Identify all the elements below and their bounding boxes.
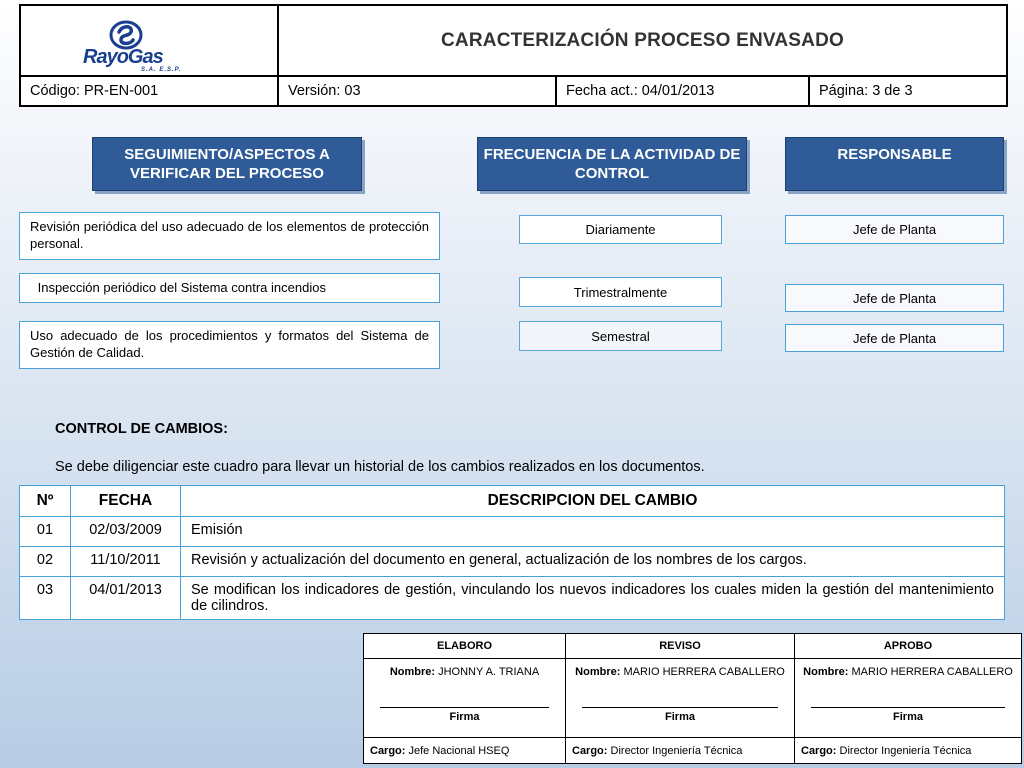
change-date: 04/01/2013 [71, 577, 181, 620]
pagina-cell: Página: 3 de 3 [819, 83, 913, 99]
document-header [19, 4, 1008, 107]
changes-col-descripcion: DESCRIPCION DEL CAMBIO [181, 486, 1005, 517]
frecuencia-row-1: Diariamente [519, 215, 722, 244]
change-num: 01 [20, 517, 71, 547]
control-cambios-description: Se debe diligenciar este cuadro para llevar un historial de los cambios realizados en los documentos. [55, 459, 705, 475]
change-description: Revisión y actualización del documento en general, actualización de los nombres de los cargos. [181, 547, 1005, 577]
signature-line [582, 707, 778, 708]
change-description: Se modifican los indicadores de gestión, vinculando los nuevos indicadores los cuales miden la gestión del mantenimiento de cilindros. [181, 577, 1005, 620]
change-num: 03 [20, 577, 71, 620]
frecuencia-header: FRECUENCIA DE LA ACTIVIDAD DE CONTROL [477, 137, 747, 191]
signature-line [380, 707, 549, 708]
title-cell [279, 6, 1006, 77]
reviso-cargo-cell [566, 738, 795, 764]
elaboro-cargo: Jefe Nacional HSEQ [405, 744, 510, 757]
approval-cargo-row [364, 738, 1022, 764]
cargo-label: Cargo: [572, 744, 608, 757]
firma-label: Firma [449, 711, 480, 723]
aprobo-cargo: Director Ingeniería Técnica [839, 744, 972, 757]
frecuencia-row-3: Semestral [519, 321, 722, 351]
page-title: CARACTERIZACIÓN PROCESO ENVASADO [441, 29, 844, 51]
elaboro-name-cell [364, 659, 566, 738]
change-num: 02 [20, 547, 71, 577]
aspecto-row-1: Revisión periódica del uso adecuado de los elementos de protección personal. [19, 212, 440, 260]
responsable-header: RESPONSABLE [785, 137, 1004, 191]
reviso-header: REVISO [566, 634, 795, 659]
changes-table [19, 485, 1005, 620]
change-description: Emisión [181, 517, 1005, 547]
rayogas-logo [83, 20, 183, 72]
codigo-cell: Código: PR-EN-001 [21, 77, 279, 105]
changes-col-fecha: FECHA [71, 486, 181, 517]
logo-subtitle: S.A. E.S.P. [141, 67, 182, 73]
aprobo-name-cell [795, 659, 1022, 738]
responsable-row-2: Jefe de Planta [785, 284, 1004, 312]
elaboro-header: ELABORO [364, 634, 566, 659]
aprobo-cargo-cell [795, 738, 1022, 764]
approval-name-row [364, 659, 1022, 738]
responsable-row-3: Jefe de Planta [785, 324, 1004, 352]
header-info-row [21, 77, 1006, 105]
reviso-nombre: MARIO HERRERA CABALLERO [623, 666, 785, 678]
changes-col-num: Nº [20, 486, 71, 517]
logo-cell [21, 6, 279, 77]
cargo-label: Cargo: [801, 744, 837, 757]
aspecto-row-2: Inspección periódico del Sistema contra incendios [19, 273, 440, 303]
nombre-label: Nombre: [389, 666, 436, 678]
changes-header-row [20, 486, 1005, 517]
reviso-cargo: Director Ingeniería Técnica [610, 744, 743, 757]
fecha-cell: Fecha act.: 04/01/2013 [557, 77, 810, 105]
elaboro-cargo-cell [364, 738, 566, 764]
elaboro-nombre: JHONNY A. TRIANA [438, 666, 540, 678]
reviso-name-cell [566, 659, 795, 738]
seguimiento-header: SEGUIMIENTO/ASPECTOS A VERIFICAR DEL PROCESO [92, 137, 362, 191]
firma-label: Firma [665, 711, 695, 723]
change-date: 02/03/2009 [71, 517, 181, 547]
approval-header-row [364, 634, 1022, 659]
aprobo-header: APROBO [795, 634, 1022, 659]
logo-brand-text: RayoGas [83, 46, 163, 68]
aprobo-nombre: MARIO HERRERA CABALLERO [851, 666, 1013, 678]
aspecto-row-3: Uso adecuado de los procedimientos y formatos del Sistema de Gestión de Calidad. [19, 321, 440, 369]
approval-table [363, 633, 1022, 764]
change-date: 11/10/2011 [71, 547, 181, 577]
responsable-row-1: Jefe de Planta [785, 215, 1004, 244]
nombre-label: Nombre: [803, 666, 849, 678]
table-row [20, 547, 1005, 577]
version-cell: Versión: 03 [279, 77, 557, 105]
table-row [20, 577, 1005, 620]
firma-label: Firma [893, 711, 923, 723]
control-cambios-title: CONTROL DE CAMBIOS: [55, 421, 228, 437]
table-row [20, 517, 1005, 547]
cargo-label: Cargo: [370, 744, 406, 757]
frecuencia-row-2: Trimestralmente [519, 277, 722, 307]
nombre-label: Nombre: [575, 666, 621, 678]
signature-line [811, 707, 1005, 708]
